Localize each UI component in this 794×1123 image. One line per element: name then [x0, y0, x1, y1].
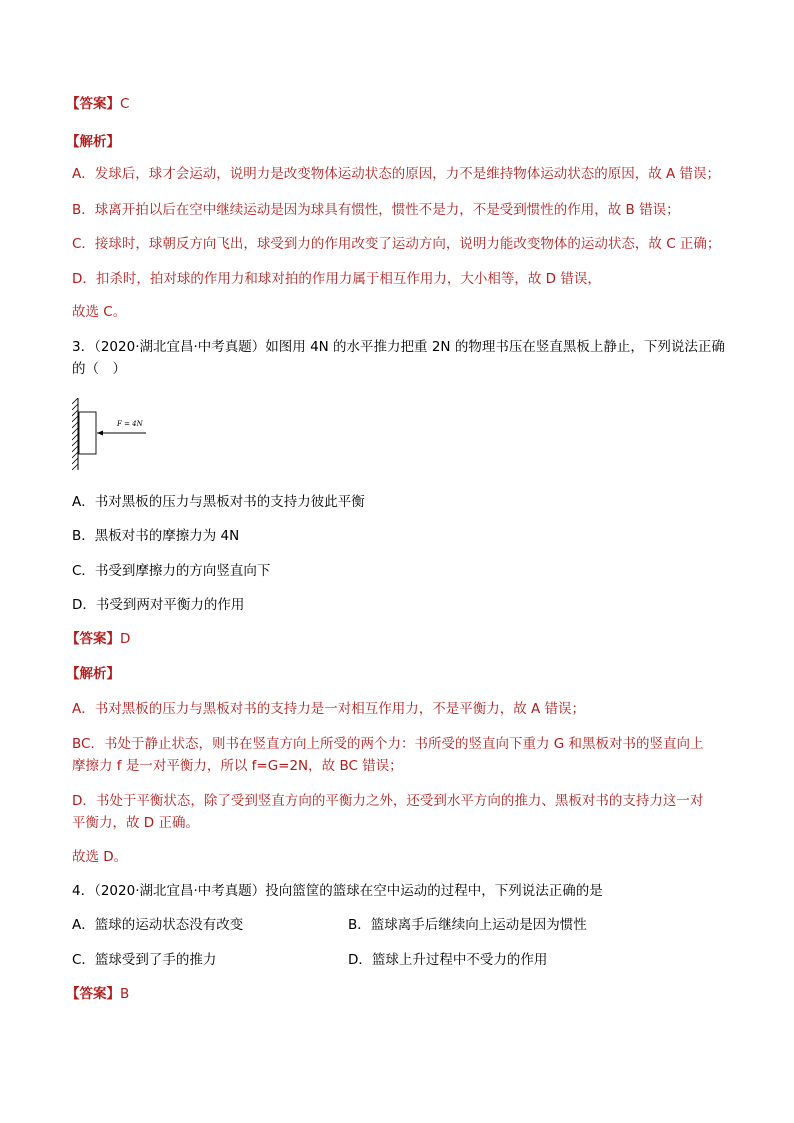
q2-explanation-b: B．球离开拍以后在空中继续运动是因为球具有惯性，惯性不是力，不是受到惯性的作用，故 B 错误；	[72, 202, 680, 218]
q3-option-d: D．书受到两对平衡力的作用	[72, 597, 245, 613]
q4-option-a: A．篮球的运动状态没有改变	[72, 917, 244, 933]
q4-option-c: C．篮球受到了手的推力	[72, 952, 217, 968]
q3-conclusion: 故选 D。	[72, 849, 128, 865]
q3-option-b: B．黑板对书的摩擦力为 4N	[72, 528, 240, 544]
book-rect	[79, 412, 96, 454]
q3-explanation-a: A．书对黑板的压力与黑板对书的支持力是一对相互作用力，不是平衡力，故 A 错误；	[72, 701, 586, 717]
q2-conclusion: 故选 C。	[72, 304, 127, 320]
q3-option-c: C．书受到摩擦力的方向竖直向下	[72, 563, 271, 579]
q3-stem-line2: 的（ ）	[72, 361, 126, 377]
q2-answer-line	[66, 95, 130, 113]
q4-option-b: B．篮球离手后继续向上运动是因为惯性	[348, 917, 587, 933]
wall-hatching	[72, 398, 78, 470]
q4-answer-line	[66, 985, 130, 1003]
q3-explanation-bc-2: 摩擦力 f 是一对平衡力，所以 f=G=2N，故 BC 错误；	[72, 758, 403, 774]
force-label: F = 4N	[117, 420, 143, 428]
q3-figure	[72, 398, 162, 470]
q2-explanation-d: D．扣杀时，拍对球的作用力和球对拍的作用力属于相互作用力，大小相等，故 D 错误，	[72, 271, 601, 287]
q2-explanation-c: C．接球时，球朝反方向飞出，球受到力的作用改变了运动方向，说明力能改变物体的运动状态，故 C 正确；	[72, 236, 721, 252]
q3-explanation-bc-1: BC．书处于静止状态，则书在竖直方向上所受的两个力：书所受的竖直向下重力 G 和黑板对书的竖直向上	[72, 736, 704, 752]
q4-stem: 4．（2020·湖北宜昌·中考真题）投向篮筐的篮球在空中运动的过程中，下列说法正确的是	[72, 883, 603, 899]
answer-value: B	[120, 986, 130, 1002]
q2-analysis-tag-line	[66, 133, 120, 151]
q3-stem-line1: 3．（2020·湖北宜昌·中考真题）如图用 4N 的水平推力把重 2N 的物理书压在竖直黑板上静止，下列说法正确	[72, 339, 725, 355]
answer-tag: 【答案】	[66, 96, 120, 112]
q4-option-d: D．篮球上升过程中不受力的作用	[348, 952, 548, 968]
force-arrowhead	[97, 431, 103, 436]
q3-answer-line	[66, 630, 131, 648]
answer-tag: 【答案】	[66, 631, 120, 647]
q3-explanation-d-2: 平衡力，故 D 正确。	[72, 815, 199, 831]
answer-value: C	[120, 96, 130, 112]
analysis-tag: 【解析】	[66, 666, 120, 682]
q2-explanation-a: A．发球后，球才会运动，说明力是改变物体运动状态的原因，力不是维持物体运动状态的原因，故 A 错误；	[72, 166, 721, 182]
analysis-tag: 【解析】	[66, 134, 120, 150]
q3-analysis-tag-line	[66, 665, 120, 683]
answer-tag: 【答案】	[66, 986, 120, 1002]
answer-value: D	[120, 631, 131, 647]
q3-option-a: A．书对黑板的压力与黑板对书的支持力彼此平衡	[72, 494, 365, 510]
wall-book-force-diagram	[72, 398, 162, 470]
q3-explanation-d-1: D．书处于平衡状态，除了受到竖直方向的平衡力之外，还受到水平方向的推力、黑板对书的支持力这一对	[72, 793, 704, 809]
